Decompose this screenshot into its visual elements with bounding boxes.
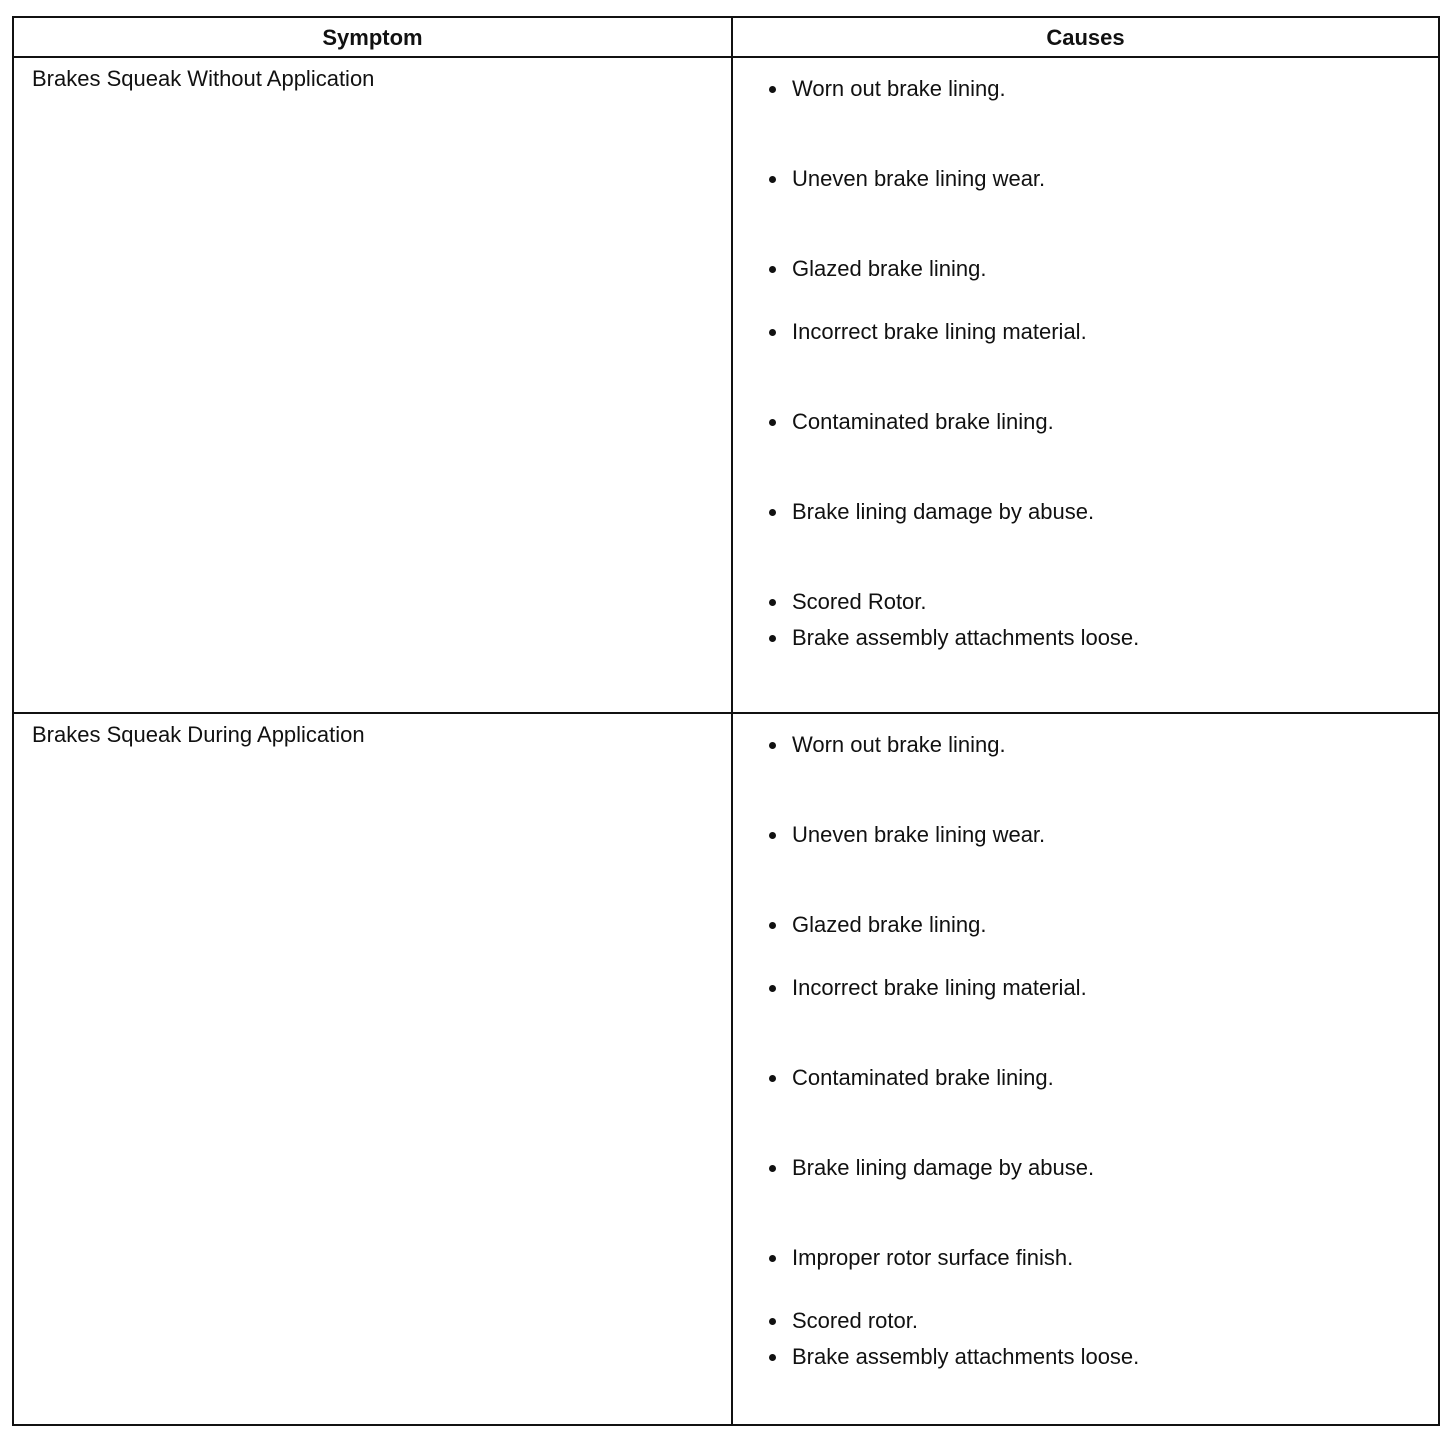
- list-item: [732, 623, 1139, 653]
- row-divider: [14, 712, 1438, 714]
- list-item: [732, 1342, 1139, 1372]
- header-causes: Causes: [1046, 25, 1125, 50]
- list-item: [732, 1243, 1073, 1273]
- bullet-icon: [769, 266, 776, 273]
- list-item: [732, 1063, 1054, 1093]
- cause-text: Uneven brake lining wear.: [792, 822, 1046, 847]
- bullet-icon: [769, 1354, 776, 1361]
- list-item: [732, 407, 1054, 437]
- cause-text: Brake assembly attachments loose.: [792, 625, 1140, 650]
- bullet-icon: [769, 985, 776, 992]
- cause-text: Scored Rotor.: [792, 589, 927, 614]
- bullet-icon: [769, 86, 776, 93]
- list-item: [732, 820, 1045, 850]
- bullet-icon: [769, 922, 776, 929]
- list-item: [732, 1153, 1094, 1183]
- bullet-icon: [769, 1165, 776, 1172]
- list-item: [732, 164, 1045, 194]
- list-item: [732, 254, 986, 284]
- cause-text: Worn out brake lining.: [792, 732, 1006, 757]
- cause-text: Contaminated brake lining.: [792, 1065, 1054, 1090]
- cause-text: Brake lining damage by abuse.: [792, 1155, 1095, 1180]
- list-item: [732, 74, 1006, 104]
- bullet-icon: [769, 329, 776, 336]
- column-divider: [731, 18, 733, 1424]
- bullet-icon: [769, 1318, 776, 1325]
- bullet-icon: [769, 1075, 776, 1082]
- cause-text: Contaminated brake lining.: [792, 409, 1054, 434]
- bullet-icon: [769, 176, 776, 183]
- bullet-icon: [769, 599, 776, 606]
- list-item: [732, 910, 986, 940]
- cause-text: Scored rotor.: [792, 1308, 918, 1333]
- bullet-icon: [769, 1255, 776, 1262]
- list-item: [732, 317, 1087, 347]
- list-item: [732, 1306, 918, 1336]
- list-item: [732, 497, 1094, 527]
- troubleshooting-table: [12, 16, 1440, 1426]
- row-2-symptom: Brakes Squeak During Application: [32, 722, 365, 747]
- cause-text: Glazed brake lining.: [792, 912, 987, 937]
- list-item: [732, 973, 1087, 1003]
- cause-text: Uneven brake lining wear.: [792, 166, 1046, 191]
- cause-text: Incorrect brake lining material.: [792, 975, 1087, 1000]
- row-1-symptom: Brakes Squeak Without Application: [32, 66, 375, 91]
- cause-text: Worn out brake lining.: [792, 76, 1006, 101]
- cause-text: Brake lining damage by abuse.: [792, 499, 1095, 524]
- header-symptom: Symptom: [322, 25, 423, 50]
- cause-text: Improper rotor surface finish.: [792, 1245, 1074, 1270]
- cause-text: Incorrect brake lining material.: [792, 319, 1087, 344]
- list-item: [732, 730, 1006, 760]
- bullet-icon: [769, 419, 776, 426]
- bullet-icon: [769, 832, 776, 839]
- bullet-icon: [769, 742, 776, 749]
- bullet-icon: [769, 635, 776, 642]
- list-item: [732, 587, 927, 617]
- bullet-icon: [769, 509, 776, 516]
- cause-text: Glazed brake lining.: [792, 256, 987, 281]
- cause-text: Brake assembly attachments loose.: [792, 1344, 1140, 1369]
